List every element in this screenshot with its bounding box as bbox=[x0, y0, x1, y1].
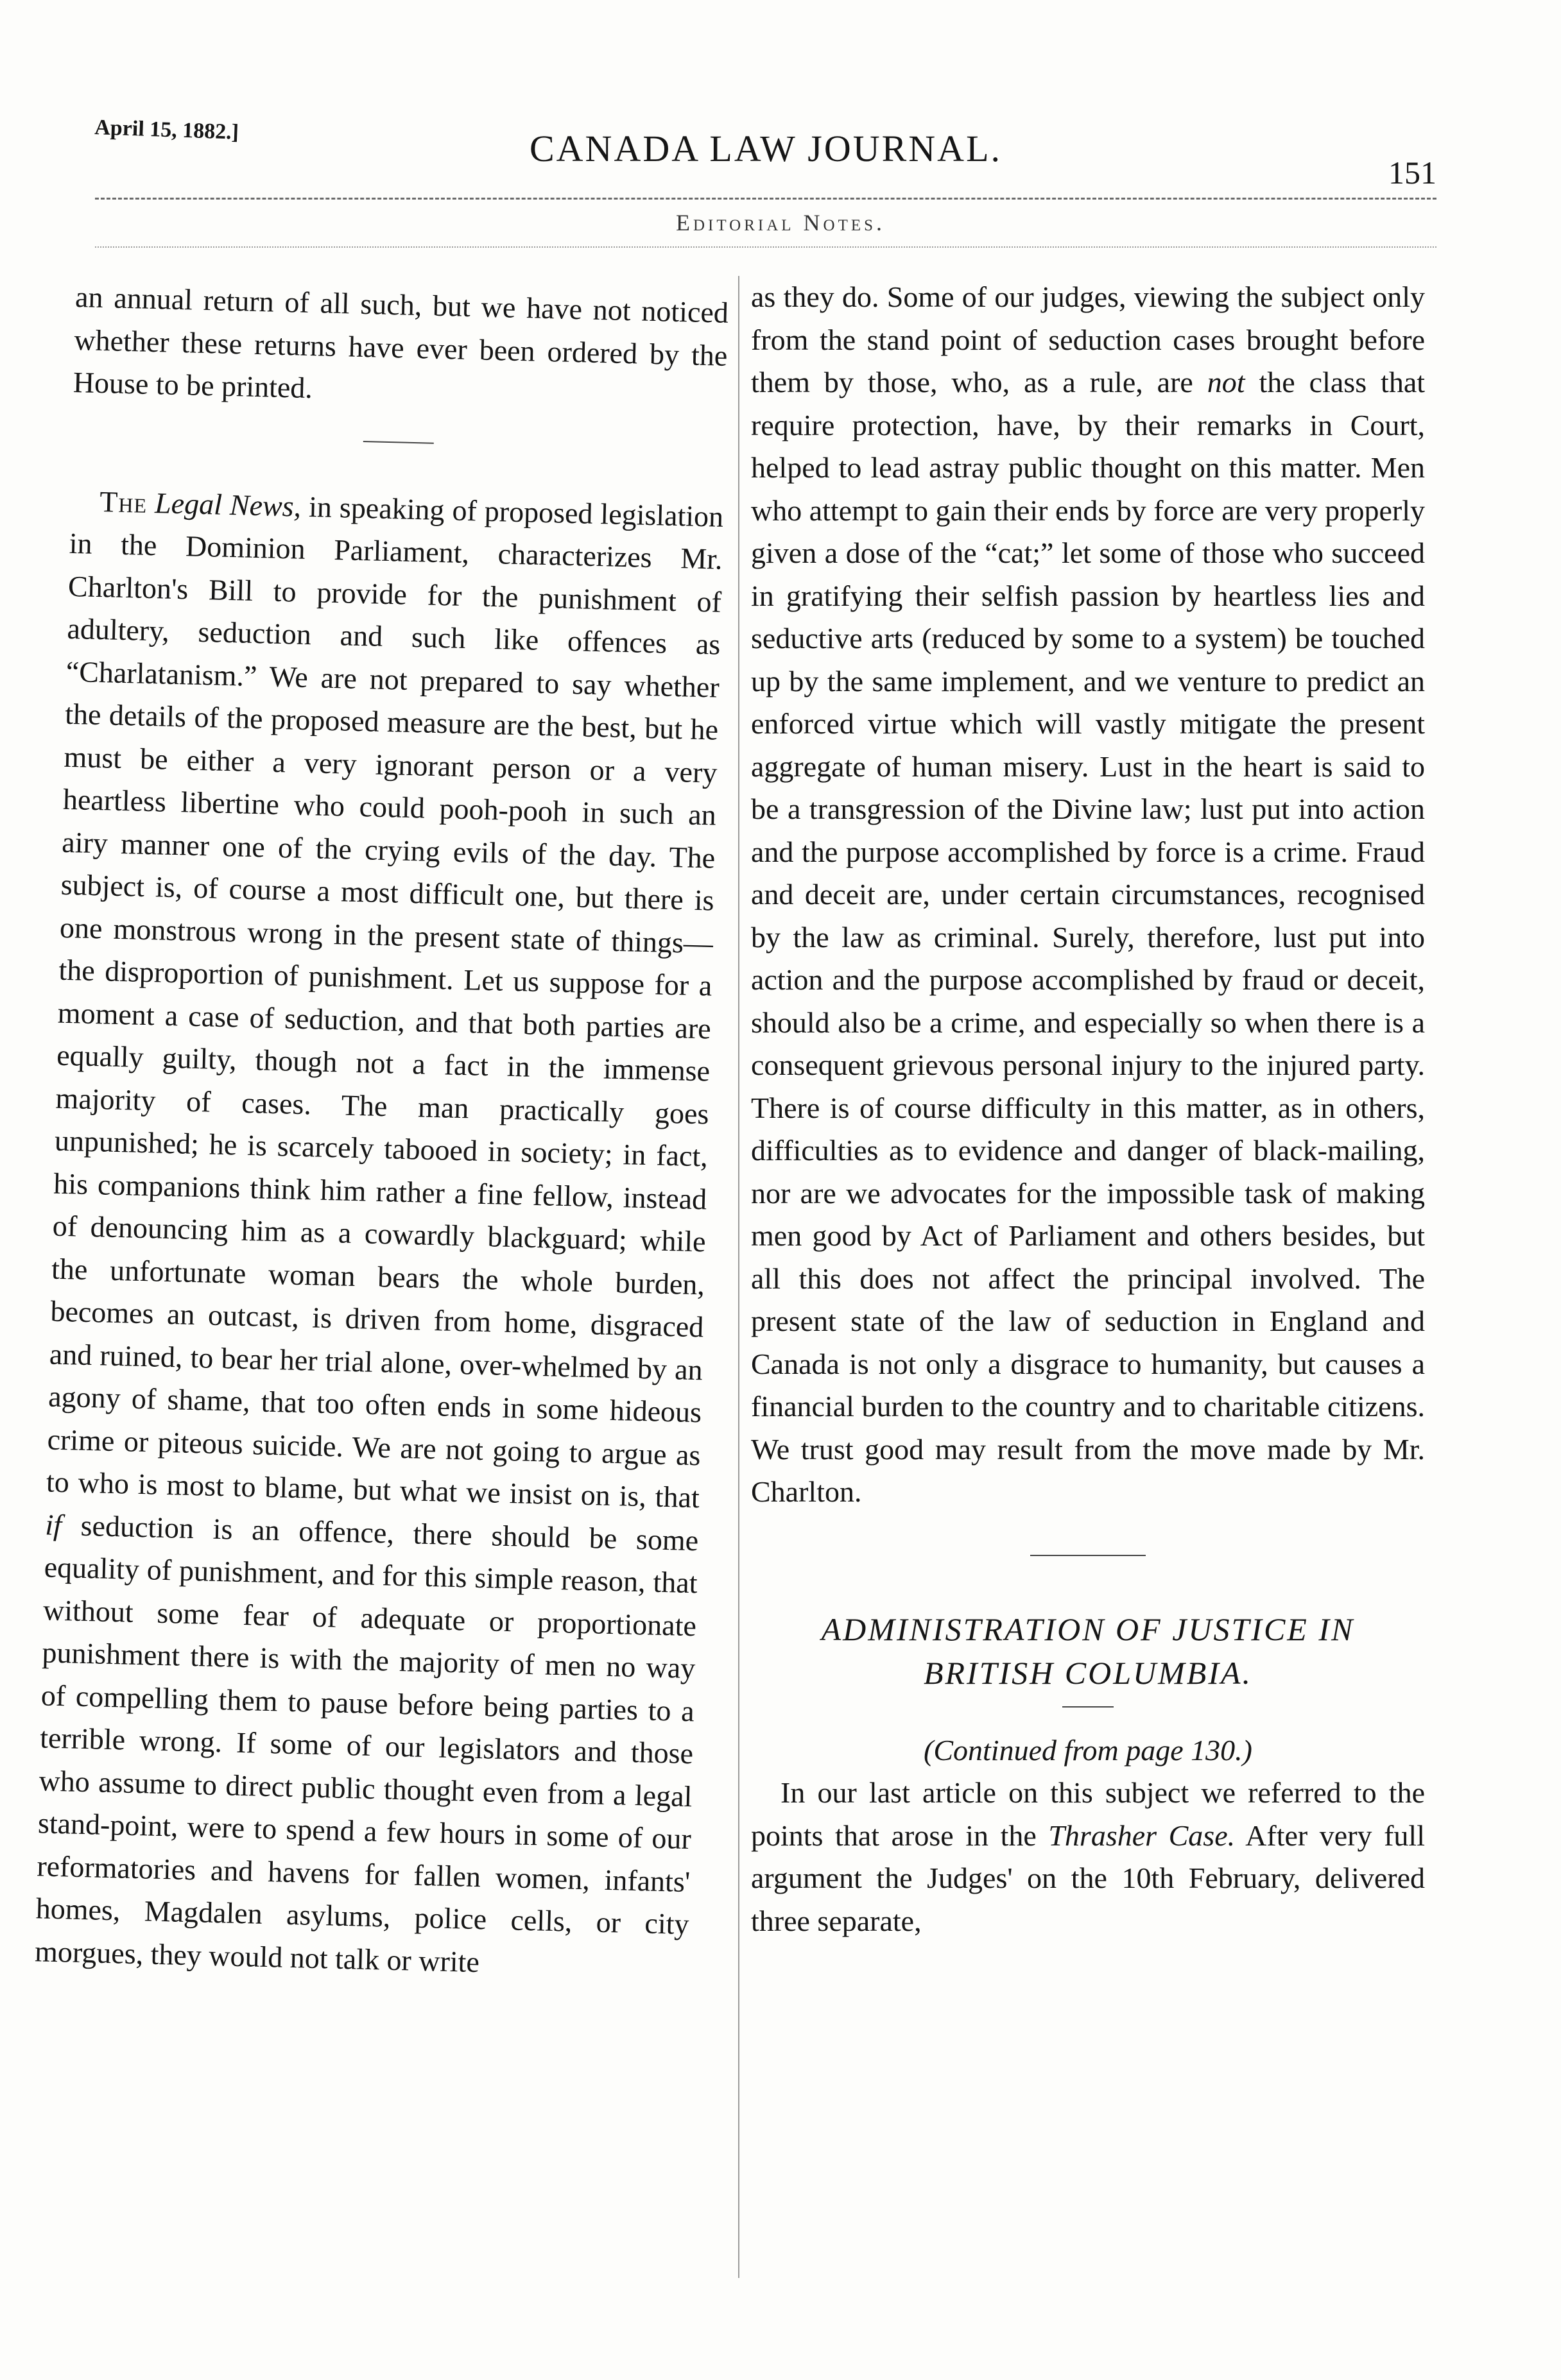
separator-rule bbox=[363, 441, 434, 444]
paragraph-text: in speaking of proposed legislation in the Dominion Parliament, characterizes Mr. Charlton's Bill to provide for the punishment of adultery, seduction and such like offences as “Charlatanism.” We are not prepared to say whether the details of the proposed measure are the best, but he must be either a very ignorant person or a very heartless libertine who could pooh-pooh in such an airy manner one of the crying evils of the day. The subject is, of course a most difficult one, but there is one monstrous wrong in the present state of things—the disproportion of punishment. Let us suppose for a moment a case of seduction, and that both parties are equally guilty, though not a fact in the immense majority of cases. The man practically goes unpunished; he is scarcely tabooed in society; in fact, his companions think him rather a fine fellow, instead of denouncing him as a cowardly blackguard; while the unfortunate woman bears the whole burden, becomes an outcast, is driven from home, disgraced and ruined, to bear her trial alone, over-whelmed by an agony of shame, that too often ends in some hideous crime or piteous suicide. We are not going to argue as to who is most to blame, but what we insist on is, that bbox=[46, 490, 724, 1514]
paragraph-text-continued: After very full argument the Judges' on the 10th February, delivered three separate, bbox=[751, 1819, 1425, 1937]
separator-rule bbox=[1030, 1555, 1146, 1556]
paragraph-text: as they do. Some of our judges, viewing the subject only from the stand point of seduction cases brought before them by those, who, as a rule, are bbox=[751, 280, 1425, 398]
emphasis-word: not bbox=[1207, 366, 1245, 398]
section-heading: Editorial Notes. bbox=[675, 210, 886, 235]
journal-title: CANADA LAW JOURNAL. bbox=[529, 128, 1002, 169]
article-title bbox=[751, 1607, 1425, 1695]
right-column bbox=[751, 276, 1425, 1942]
article-title-line-1: ADMINISTRATION OF JUSTICE IN bbox=[821, 1611, 1355, 1647]
section-rule bbox=[95, 246, 1436, 248]
paragraph-text: In our last article on this subject we referred to the points that arose in the bbox=[751, 1776, 1425, 1852]
article-paragraph bbox=[751, 1772, 1425, 1942]
paragraph-text-continued: the class that require protection, have, by their remarks in Court, helped to lead astray public thought on this matter. Men who attempt to gain their ends by force are very properly given a dose of the “cat;” let some of those who succeed in gratifying their selfish passion by heartless lies and seductive arts (reduced by some to a system) be touched up by the same implement, and we venture to predict an enforced virtue which will vastly mitigate the present aggregate of human misery. Lust in the heart is said to be a transgression of the Divine law; lust put into action and the purpose accomplished by force is a crime. Fraud and deceit are, under certain circumstances, recognised by the law as criminal. Surely, therefore, lust put into action and the purpose accomplished by fraud or deceit, should also be a crime, and especially so when there is a consequent grievous personal injury to the injured party. There is of course difficulty in this matter, as in others, difficulties as to evidence and danger of black-mailing, nor are we advocates for the impossible task of making men good by Act of Parliament and others besides, but all this does not affect the principal involved. The present state of the law of seduction in England and Canada is not only a disgrace to humanity, but causes a financial burden to the country and to charitable citizens. We trust good may result from the move made by Mr. Charlton. bbox=[751, 366, 1426, 1508]
page-number: 151 bbox=[1388, 155, 1436, 191]
continuation-paragraph bbox=[751, 276, 1425, 1514]
lead-word: The bbox=[99, 484, 148, 519]
case-name: Thrasher Case. bbox=[1048, 1819, 1236, 1852]
issue-date: April 15, 1882.] bbox=[94, 116, 239, 144]
article-title-line-2: BRITISH COLUMBIA. bbox=[923, 1654, 1253, 1691]
intro-paragraph: an annual return of all such, but we have not noticed whether these returns have ever been ordered by the House to be printed. bbox=[73, 280, 729, 405]
left-column bbox=[34, 276, 729, 1989]
emphasis-word: if bbox=[44, 1507, 62, 1541]
continued-note: (Continued from page 130.) bbox=[924, 1733, 1252, 1767]
legal-news-paragraph bbox=[34, 479, 724, 1989]
journal-name: Legal News, bbox=[154, 486, 302, 523]
header-rule bbox=[95, 198, 1436, 200]
title-rule bbox=[1062, 1706, 1114, 1708]
column-divider bbox=[738, 276, 739, 2278]
running-head bbox=[94, 116, 1436, 191]
paragraph-text-continued: seduction is an offence, there should be some equality of punishment, and for this simple reason, that without some fear of adequate or proportionate punishment there is with the majority of men no way of compelling them to pause before being parties to a terrible wrong. If some of our legislators and those who assume to direct public thought even from a legal stand-point, were to spend a few hours in some of our reformatories and havens for fallen women, infants' homes, Magdalen asylums, police cells, or city morgues, they would not talk or write bbox=[34, 1509, 699, 1978]
